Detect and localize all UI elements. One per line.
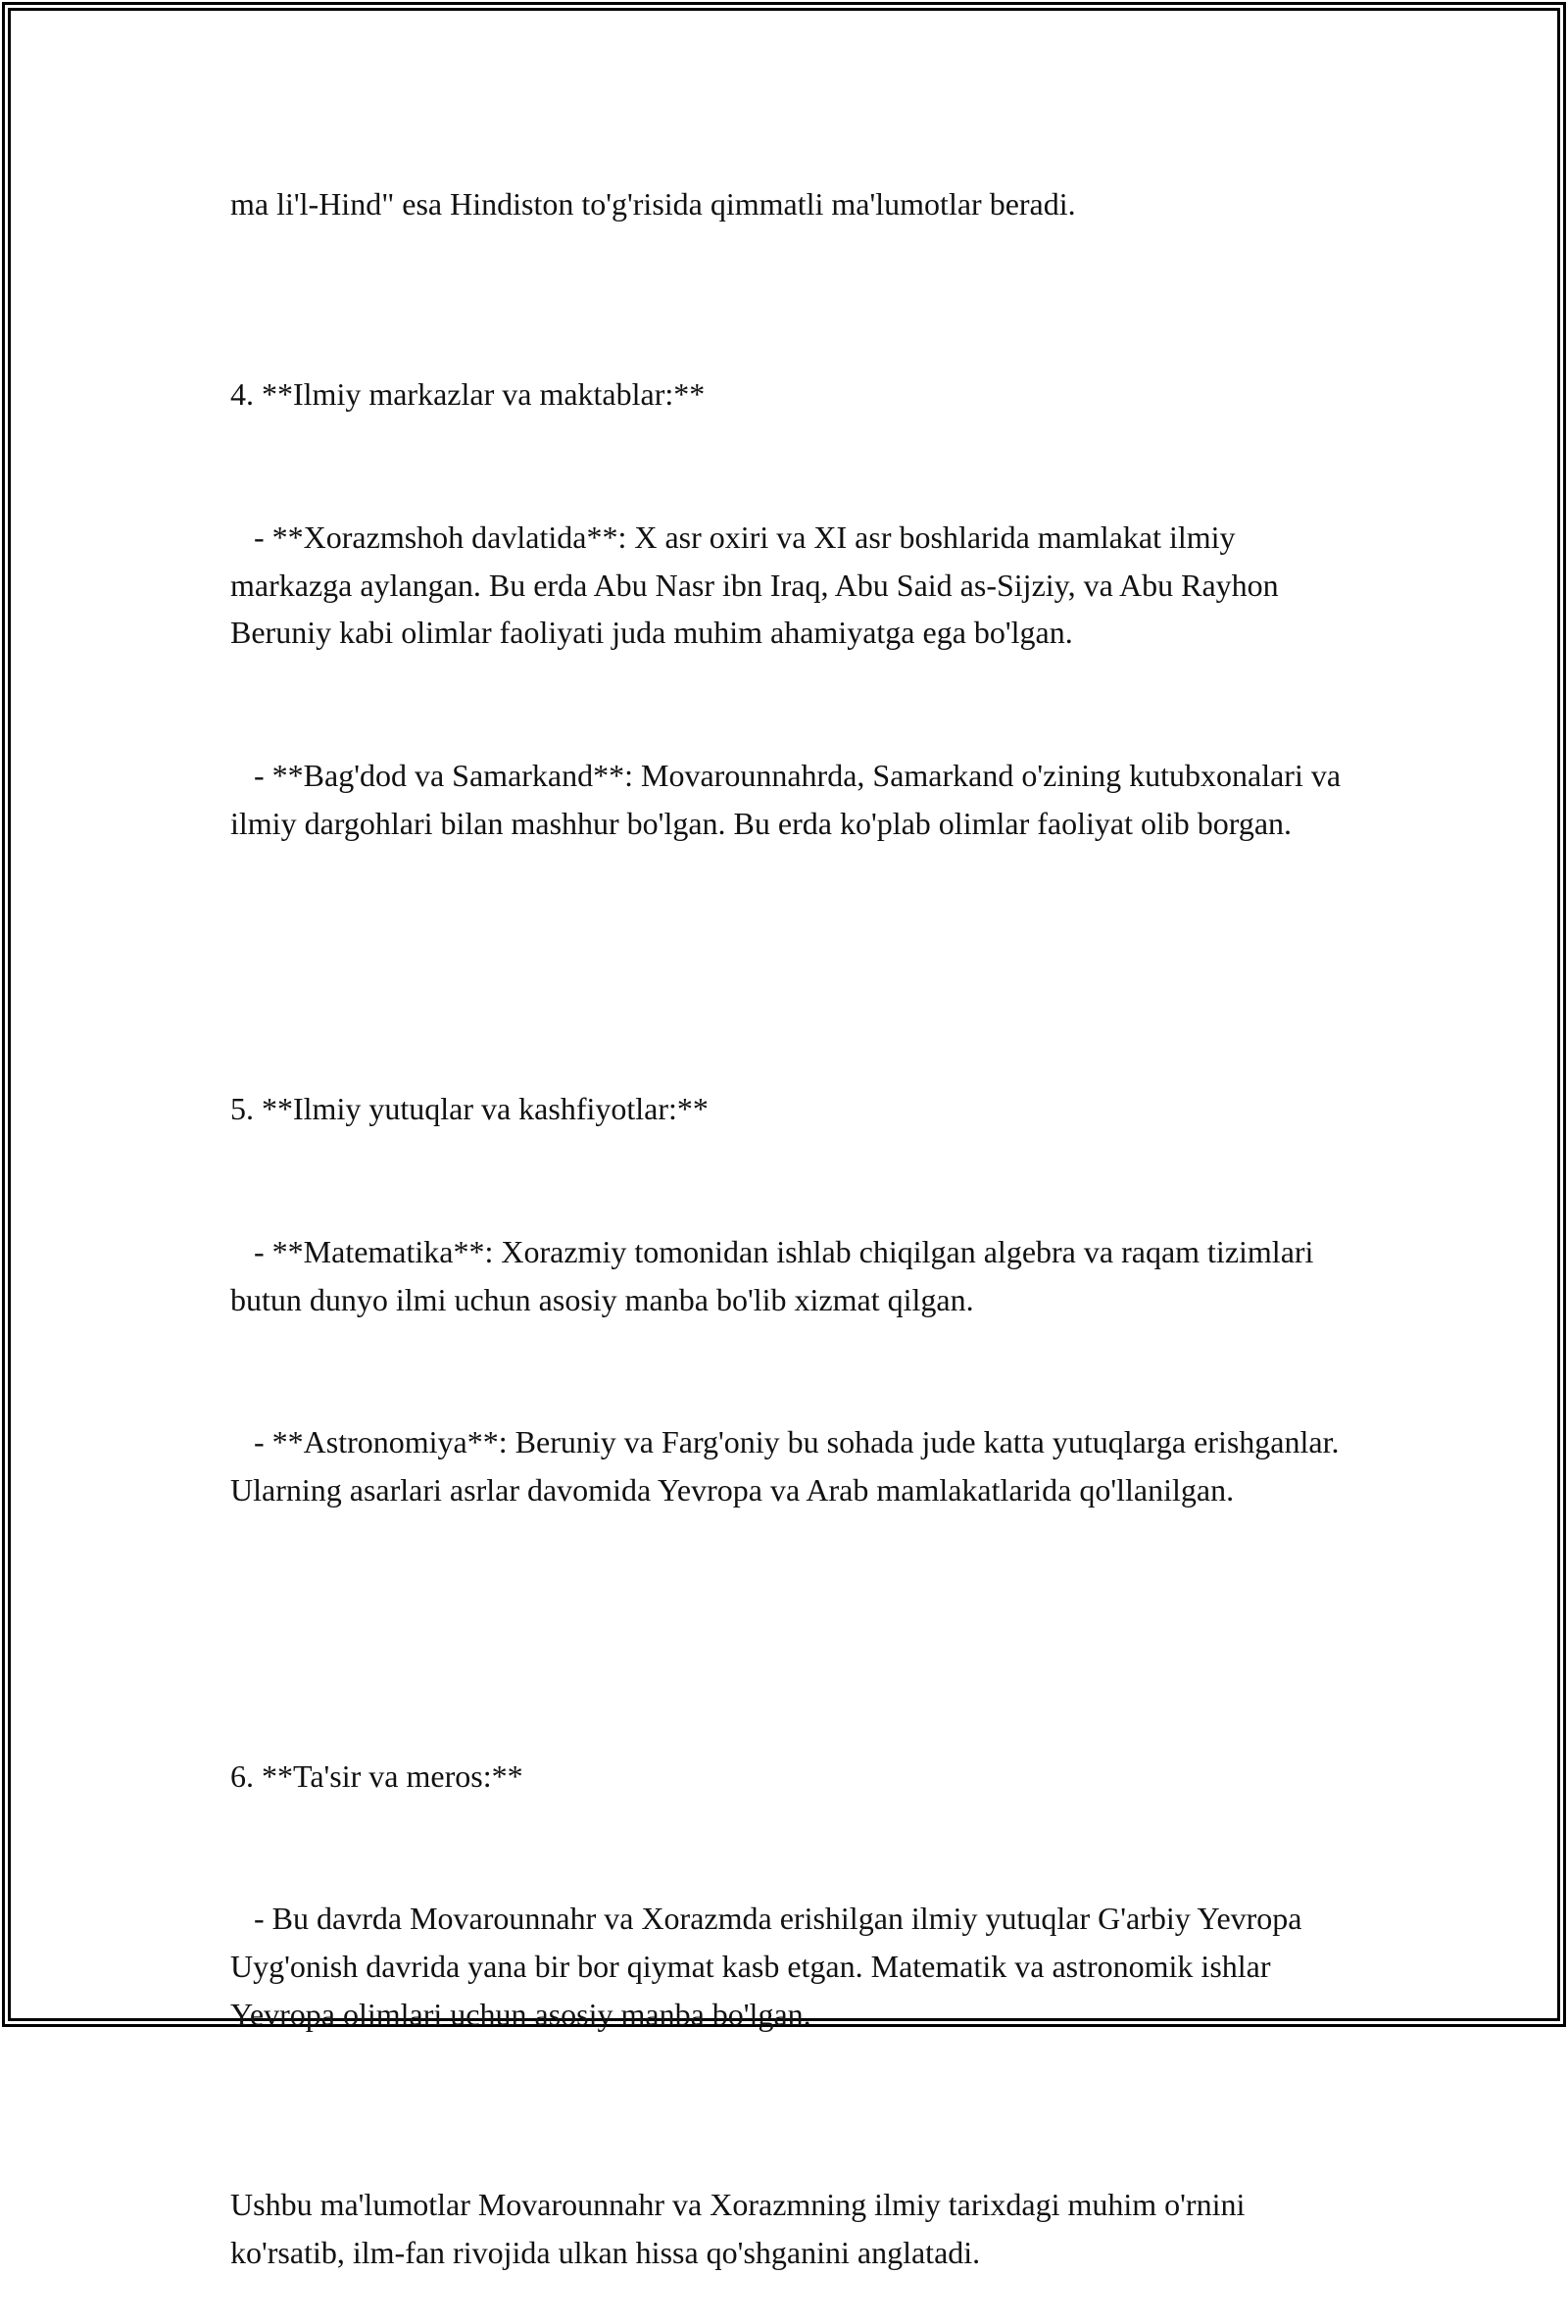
conclusion-paragraph: Ushbu ma'lumotlar Movarounnahr va Xorazmning ilmiy tarixdagi muhim o'rnini ko'rsatib, ilm-fan rivojida ulkan hissa qo'shganini anglatadi.: [230, 2186, 1253, 2270]
section-5-item-2: - **Astronomiya**: Beruniy va Farg'oniy bu sohada jude katta yutuqlarga erishganlar. Ularning asarlari asrlar davomida Yevropa va Arab mamlakatlarida qo'llanilgan.: [230, 1424, 1348, 1508]
section-4: [230, 275, 1357, 942]
section-4-item-1: - **Xorazmshoh davlatida**: X asr oxiri va XI asr boshlarida mamlakat ilmiy markazga aylangan. Bu erda Abu Nasr ibn Iraq, Abu Said as-Sijziy, va Abu Rayhon Beruniy kabi olimlar faoliyati juda muhim ahamiyatga ega bo'lgan.: [230, 519, 1287, 651]
section-6-item-1: - Bu davrda Movarounnahr va Xorazmda erishilgan ilmiy yutuqlar G'arbiy Yevropa Uyg'onish davrida yana bir bor qiymat kasb etgan. Matematik va astronomik ishlar Yevropa olimlari uchun asosiy manba bo'lgan.: [230, 1901, 1310, 2032]
section-4-item-2: - **Bag'dod va Samarkand**: Movarounnahrda, Samarkand o'zining kutubxonalari va ilmiy dargohlari bilan mashhur bo'lgan. Bu erda ko'plab olimlar faoliyat olib borgan.: [230, 758, 1349, 841]
continuation-paragraph: ma li'l-Hind" esa Hindiston to'g'risida qimmatli ma'lumotlar beradi.: [230, 186, 1076, 222]
document-body: [230, 180, 1357, 2324]
section-6: [230, 1656, 1357, 2133]
section-4-heading: 4. **Ilmiy markazlar va maktablar:**: [230, 376, 706, 413]
section-5-item-1: - **Matematika**: Xorazmiy tomonidan ishlab chiqilgan algebra va raqam tizimlari butun dunyo ilmi uchun asosiy manba bo'lib xizmat qilgan.: [230, 1234, 1322, 1317]
section-5-heading: 5. **Ilmiy yutuqlar va kashfiyotlar:**: [230, 1091, 709, 1127]
section-6-heading: 6. **Ta'sir va meros:**: [230, 1757, 523, 1794]
section-5: [230, 990, 1357, 1609]
